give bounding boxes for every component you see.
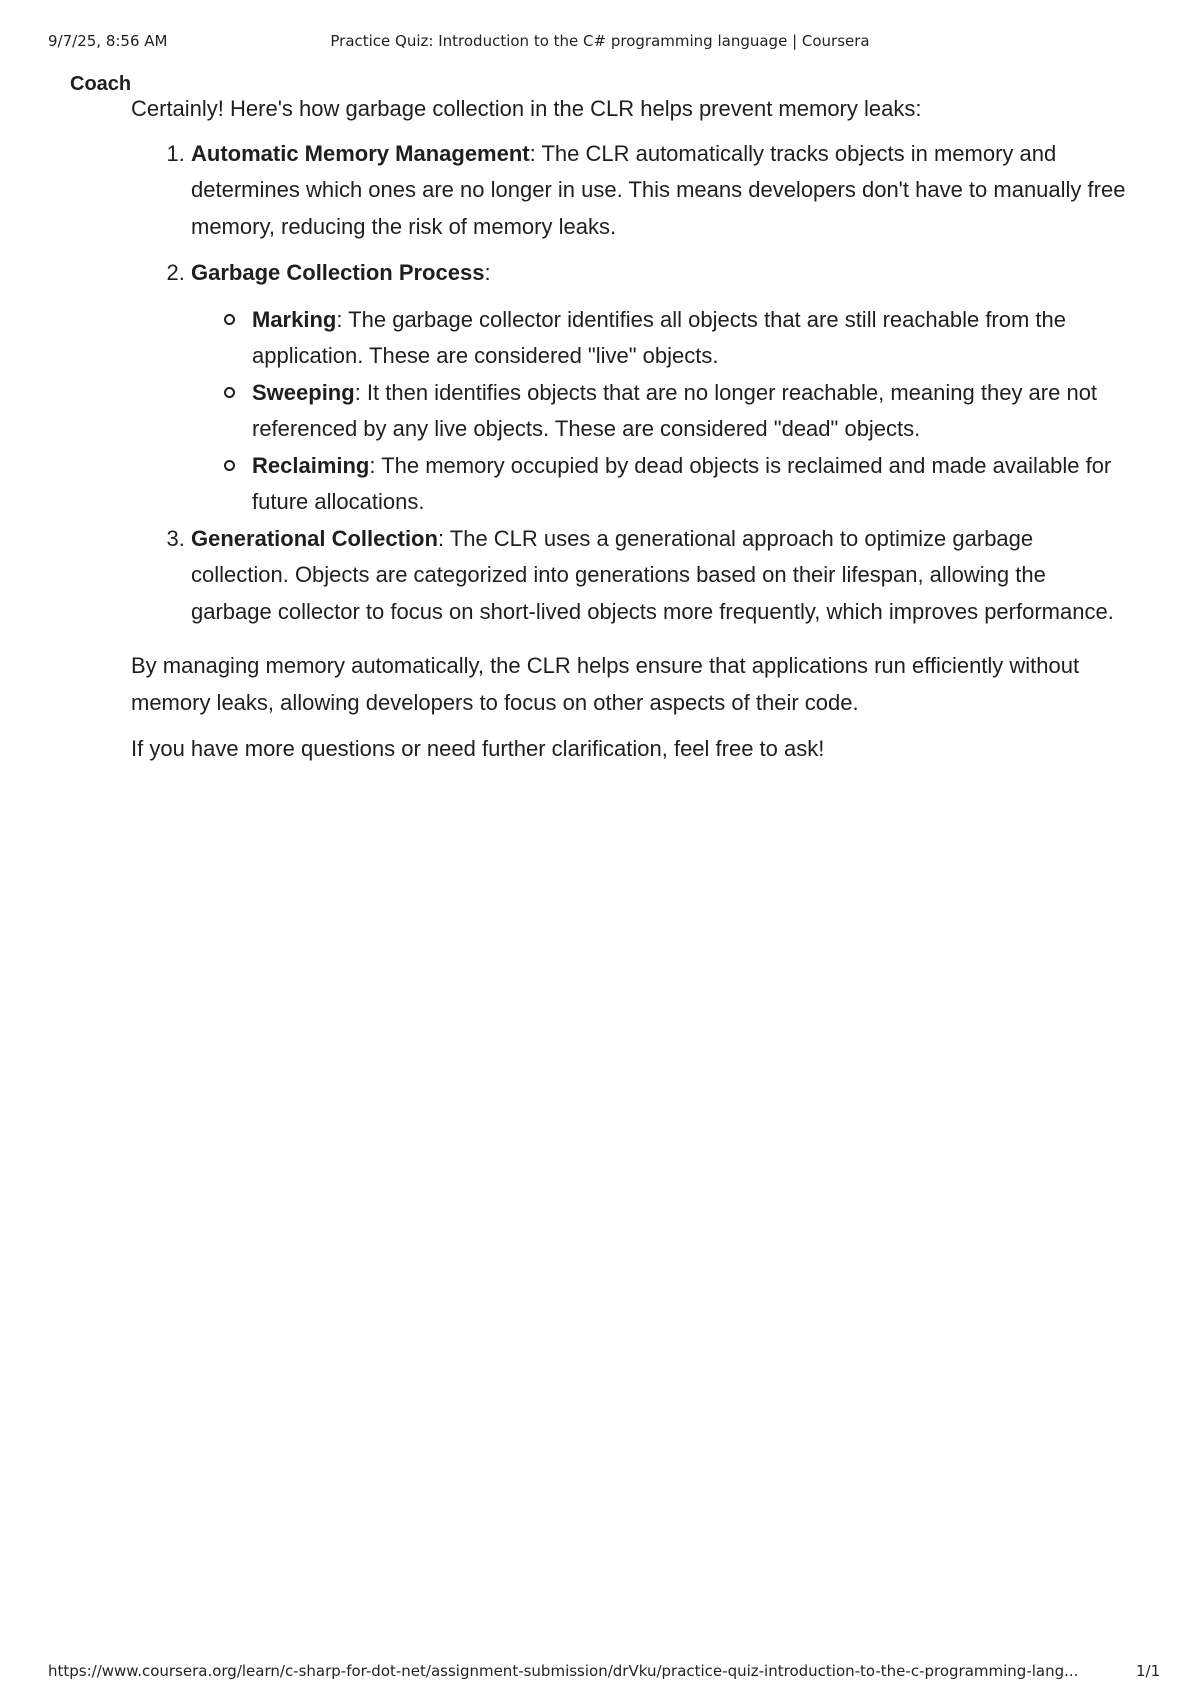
list-item-term: Generational Collection [191, 525, 438, 551]
page-title: Practice Quiz: Introduction to the C# programming language | Coursera [330, 32, 870, 50]
page-number: 1/1 [1136, 1662, 1161, 1680]
sub-list [191, 302, 1131, 521]
sub-item-text: : It then identifies objects that are no longer reachable, meaning they are not referenced by any live objects. These are considered "dead" objects. [252, 379, 1098, 441]
list-item-text: : The CLR automatically tracks objects in memory and determines which ones are no longer in use. This means developers don't have to manually free memory, reducing the risk of memory leaks. [191, 140, 1126, 239]
sub-item-text: : The garbage collector identifies all objects that are still reachable from the application. These are considered "live" objects. [252, 306, 1067, 368]
coach-label: Coach [70, 73, 132, 95]
circle-bullet-icon [224, 387, 235, 398]
sub-item-term: Marking [252, 306, 337, 332]
print-header [0, 32, 1200, 54]
sub-list-item [252, 448, 1131, 521]
main-list [131, 136, 1131, 631]
coach-intro: Certainly! Here's how garbage collection in the CLR helps prevent memory leaks: [131, 96, 922, 121]
list-item-text: : The CLR uses a generational approach to optimize garbage collection. Objects are categorized into generations based on their lifespan, allowing the garbage collector to focus on short-lived objects more frequently, which improves performance. [191, 525, 1114, 624]
sub-list-item [252, 302, 1131, 375]
coach-message [131, 91, 1131, 768]
list-item [191, 521, 1131, 631]
coach-closing: If you have more questions or need further clarification, feel free to ask! [131, 736, 825, 761]
sub-item-term: Reclaiming [252, 452, 370, 478]
coach-message-container [70, 72, 1150, 761]
list-item-term: Automatic Memory Management [191, 140, 530, 166]
list-item-text: : [484, 260, 491, 285]
circle-bullet-icon [224, 460, 235, 471]
sub-item-term: Sweeping [252, 379, 355, 405]
page-url: https://www.coursera.org/learn/c-sharp-for-dot-net/assignment-submission/drVku/practice-quiz-introduction-to-the-c-programming-lang... [48, 1662, 1079, 1680]
sub-list-item [252, 375, 1131, 448]
list-item-term: Garbage Collection Process [191, 260, 485, 285]
coach-summary: By managing memory automatically, the CLR helps ensure that applications run efficiently without memory leaks, allowing developers to focus on other aspects of their code. [131, 653, 1080, 715]
list-item [191, 136, 1131, 246]
list-item [191, 255, 1131, 521]
print-date: 9/7/25, 8:56 AM [48, 32, 168, 50]
sub-item-text: : The memory occupied by dead objects is reclaimed and made available for future allocations. [252, 452, 1112, 514]
circle-bullet-icon [224, 314, 235, 325]
